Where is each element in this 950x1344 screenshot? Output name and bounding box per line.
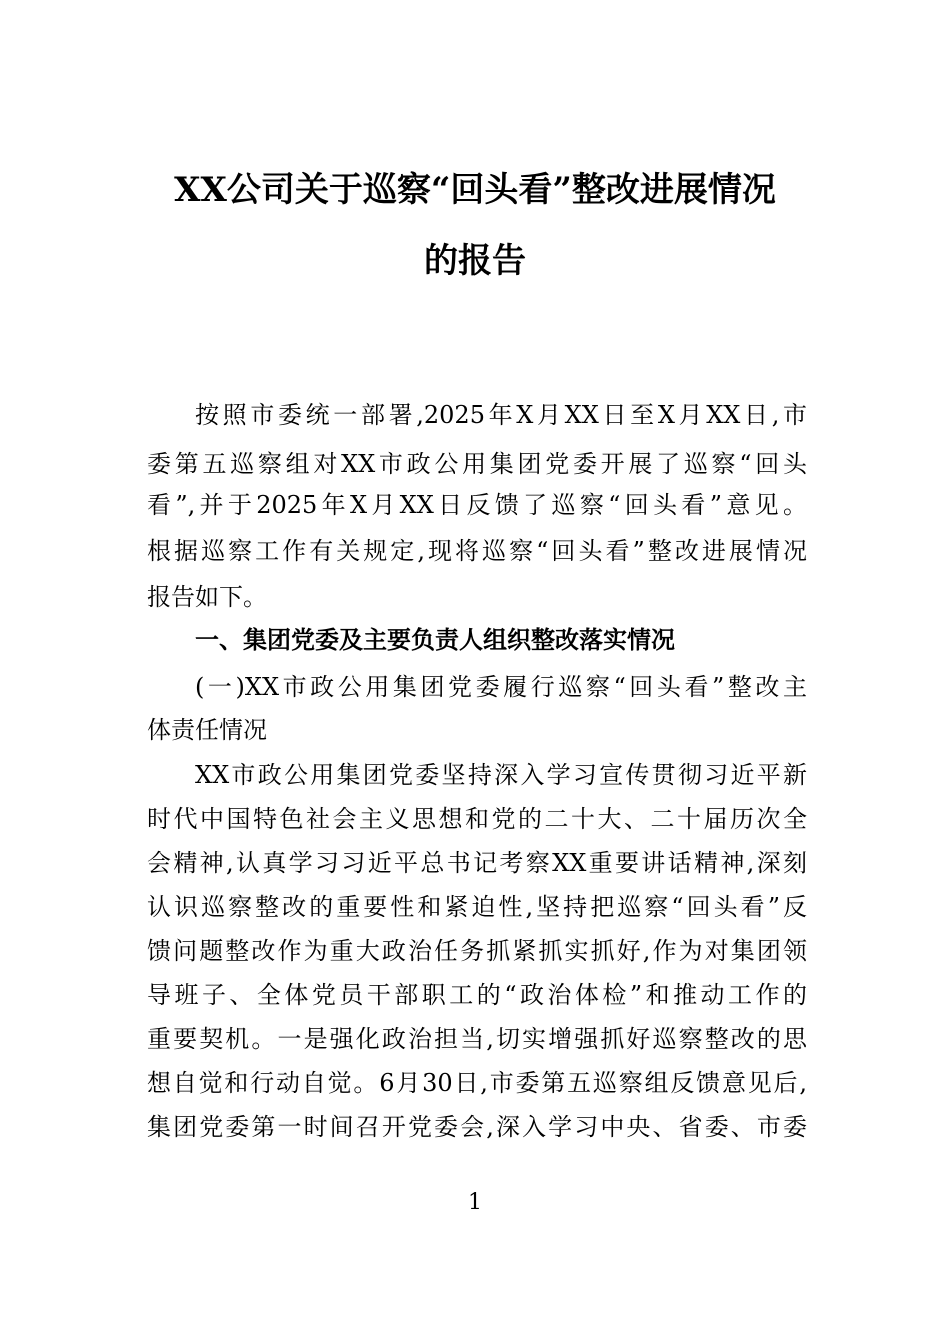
paragraph-line: 导班子、全体党员干部职工的“政治体检”和推动工作的 [147,981,807,1009]
page-number: 1 [468,1190,482,1215]
section-heading-1: 一、集团党委及主要负责人组织整改落实情况 [195,626,675,654]
intro-line: 委第五巡察组对XX市政公用集团党委开展了巡察“回头 [147,450,807,478]
paragraph-line: 馈问题整改作为重大政治任务抓紧抓实抓好,作为对集团领 [147,937,807,965]
subsection-heading-line: 体责任情况 [147,716,267,744]
intro-line: 根据巡察工作有关规定,现将巡察“回头看”整改进展情况 [147,537,807,565]
paragraph-line: 会精神,认真学习习近平总书记考察XX重要讲话精神,深刻 [147,849,807,877]
paragraph-line: 想自觉和行动自觉。6月30日,市委第五巡察组反馈意见后, [147,1069,807,1097]
subsection-heading-line: (一)XX市政公用集团党委履行巡察“回头看”整改主 [195,673,807,701]
intro-line: 按照市委统一部署,2025年X月XX日至X月XX日,市 [195,401,807,429]
paragraph-line: 时代中国特色社会主义思想和党的二十大、二十届历次全 [147,805,807,833]
paragraph-line: 重要契机。一是强化政治担当,切实增强抓好巡察整改的思 [147,1025,807,1053]
paragraph-line: XX市政公用集团党委坚持深入学习宣传贯彻习近平新 [195,761,807,789]
paragraph-line: 认识巡察整改的重要性和紧迫性,坚持把巡察“回头看”反 [147,893,807,921]
document-title-line-1: XX公司关于巡察“回头看”整改进展情况 [174,170,776,210]
paragraph-line: 集团党委第一时间召开党委会,深入学习中央、省委、市委 [147,1113,807,1141]
document-title-line-2: 的报告 [424,241,526,281]
intro-line: 报告如下。 [147,583,267,611]
intro-line: 看”,并于2025年X月XX日反馈了巡察“回头看”意见。 [147,491,807,519]
